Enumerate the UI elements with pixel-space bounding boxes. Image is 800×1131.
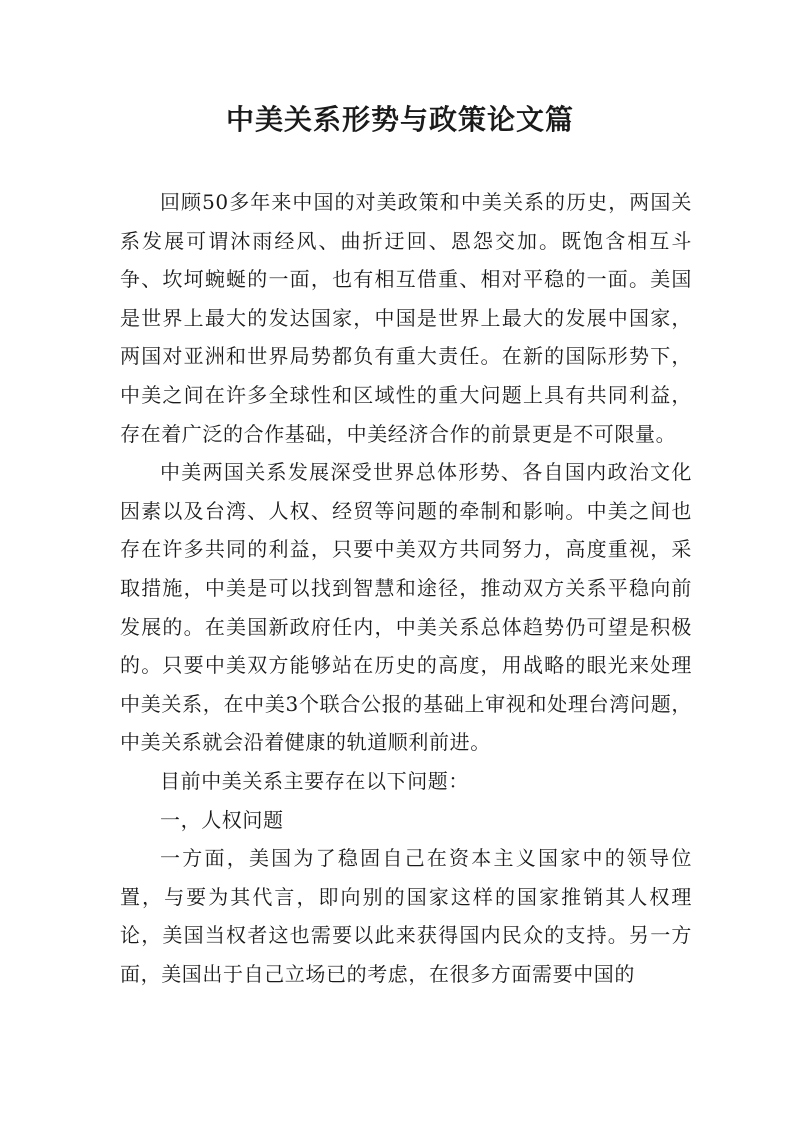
document-body — [120, 183, 692, 993]
paragraph-human-rights: 一方面，美国为了稳固自己在资本主义国家中的领导位置，与要为其代言，即向别的国家这样的国家推销其人权理论，美国当权者这也需要以此来获得国内民众的支持。另一方面，美国出于自己立场已的考虑，在很多方面需要中国的 — [120, 846, 692, 986]
paragraph-influences: 中美两国关系发展深受世界总体形势、各自国内政治文化因素以及台湾、人权、经贸等问题的牵制和影响。中美之间也存在许多共同的利益，只要中美双方共同努力，高度重视，采取措施，中美是可以找到智慧和途径，推动双方关系平稳向前发展的。在美国新政府任内，中美关系总体趋势仍可望是积极的。只要中美双方能够站在历史的高度，用战略的眼光来处理中美关系，在中美3个联合公报的基础上审视和处理台湾问题，中美关系就会沿着健康的轨道顺利前进。 — [120, 460, 692, 755]
paragraph-intro: 回顾50多年来中国的对美政策和中美关系的历史，两国关系发展可谓沐雨经风、曲折迂回、恩怨交加。既饱含相互斗争、坎坷蜿蜒的一面，也有相互借重、相对平稳的一面。美国是世界上最大的发达国家，中国是世界上最大的发展中国家，两国对亚洲和世界局势都负有重大责任。在新的国际形势下，中美之间在许多全球性和区域性的重大问题上具有共同利益，存在着广泛的合作基础，中美经济合作的前景更是不可限量。 — [120, 190, 692, 446]
document-title: 中美关系形势与政策论文篇 — [225, 103, 574, 136]
paragraph-issues-lead: 目前中美关系主要存在以下问题： — [160, 768, 469, 793]
section-heading-human-rights: 一，人权问题 — [160, 807, 284, 832]
